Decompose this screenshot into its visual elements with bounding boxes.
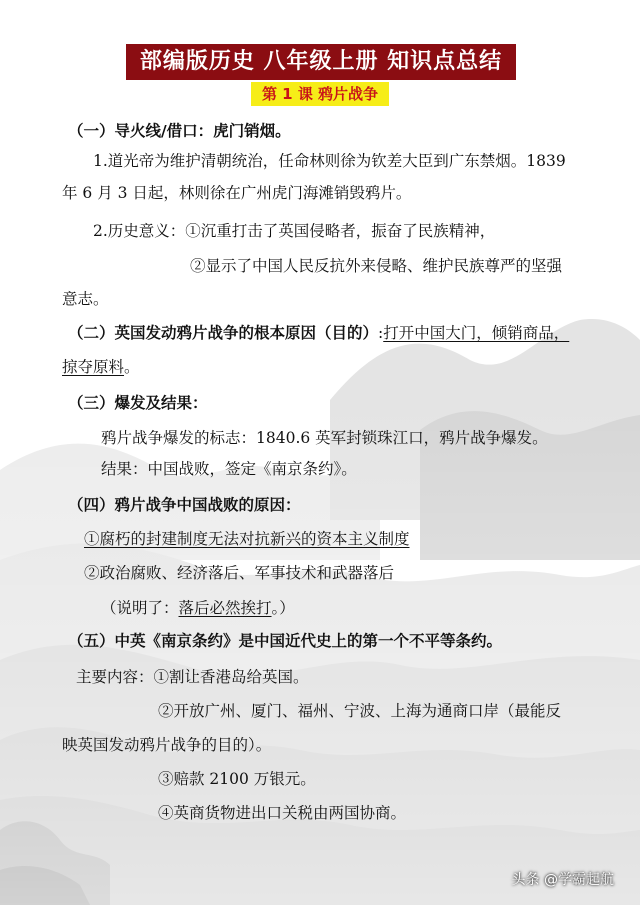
section-1-paragraph-2b: ②显示了中国人民反抗外来侵略、维护民族尊严的坚强 [190, 257, 563, 275]
section-1-paragraph-2c: 意志。 [62, 290, 109, 308]
section-2-answer-a: 打开中国大门，倾销商品， [383, 324, 570, 342]
section-1-paragraph-2a: 2.历史意义：①沉重打击了英国侵略者，振奋了民族精神， [93, 222, 496, 240]
section-4-note-pre: （说明了： [101, 599, 179, 617]
section-5-content-4: ④英商货物进出口关税由两国协商。 [158, 804, 407, 822]
section-5-content-2b: 映英国发动鸦片战争的目的）。 [62, 736, 272, 754]
section-3-heading: （三）爆发及结果： [68, 394, 208, 412]
section-4-note-underlined: 落后必然挨打 [178, 599, 272, 617]
section-5-heading: （五）中英《南京条约》是中国近代史上的第一个不平等条约。 [68, 632, 503, 650]
section-3-paragraph-2: 结果：中国战败，签定《南京条约》。 [101, 460, 357, 478]
section-4-reason-1: ①腐朽的封建制度无法对抗新兴的资本主义制度 [84, 530, 410, 548]
section-2-answer-b: 掠夺原料 [62, 358, 125, 376]
section-4-reason-2: ②政治腐败、经济落后、军事技术和武器落后 [84, 564, 395, 582]
section-1-heading: （一）导火线/借口：虎门销烟。 [68, 122, 291, 140]
section-4-note-post: 。） [271, 599, 295, 617]
section-2-end: 。 [124, 358, 140, 376]
page-title: 部编版历史 八年级上册 知识点总结 [126, 44, 516, 80]
section-1-paragraph-1a: 1.道光帝为维护清朝统治，任命林则徐为钦差大臣到广东禁烟。1839 [93, 152, 566, 170]
section-2-colon: : [378, 324, 384, 342]
lesson-title: 第 1 课 鸦片战争 [251, 82, 389, 106]
section-4-heading: （四）鸦片战争中国战败的原因： [68, 496, 301, 514]
section-4-note [101, 597, 295, 619]
section-1-paragraph-1b: 年 6 月 3 日起，林则徐在广州虎门海滩销毁鸦片。 [62, 184, 412, 202]
section-2-line [68, 322, 569, 344]
section-2-line-2 [62, 356, 140, 378]
section-5-content-1: 主要内容：①割让香港岛给英国。 [76, 668, 309, 686]
section-2-heading: （二）英国发动鸦片战争的根本原因（目的） [68, 324, 379, 342]
section-5-content-2a: ②开放广州、厦门、福州、宁波、上海为通商口岸（最能反 [158, 702, 562, 720]
section-5-content-3: ③赔款 2100 万银元。 [158, 770, 316, 788]
section-3-paragraph-1: 鸦片战争爆发的标志：1840.6 英军封锁珠江口，鸦片战争爆发。 [101, 429, 548, 447]
source-watermark: 头条 @学霸起航 [511, 872, 614, 888]
